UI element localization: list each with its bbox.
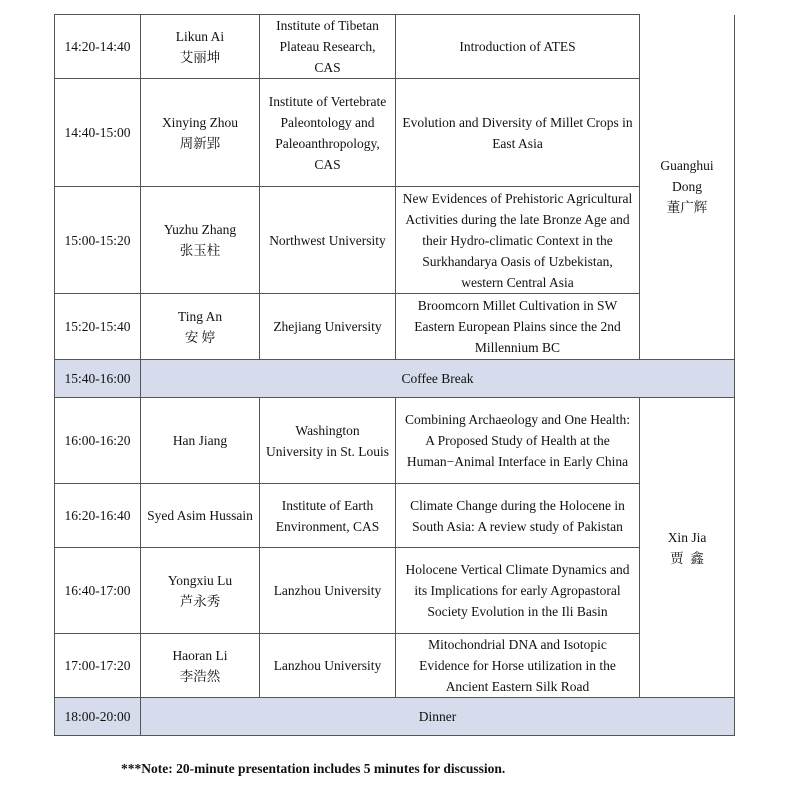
affiliation-cell: Institute of Vertebrate Paleontology and Paleoanthropology, CAS xyxy=(260,79,396,187)
schedule-table xyxy=(54,14,735,736)
speaker-cell xyxy=(141,634,260,698)
speaker-name-zh: 李浩然 xyxy=(179,668,221,684)
break-row xyxy=(55,360,735,398)
speaker-name-zh: 芦永秀 xyxy=(179,593,221,609)
chair-cell xyxy=(640,398,735,698)
table-row xyxy=(55,548,735,634)
break-row xyxy=(55,698,735,736)
chair-name-en: Guanghui Dong xyxy=(660,158,714,195)
time-cell: 14:20-14:40 xyxy=(55,15,141,79)
time-cell: 15:20-15:40 xyxy=(55,294,141,360)
title-cell: Combining Archaeology and One Health: A Proposed Study of Health at the Human−Animal Interface in Early China xyxy=(396,398,640,484)
time-cell: 16:00-16:20 xyxy=(55,398,141,484)
table-row xyxy=(55,634,735,698)
chair-cell xyxy=(640,15,735,360)
title-cell: Mitochondrial DNA and Isotopic Evidence for Horse utilization in the Ancient Eastern Silk Road xyxy=(396,634,640,698)
break-label: Dinner xyxy=(141,698,735,736)
speaker-name-en: Yuzhu Zhang xyxy=(163,222,237,237)
speaker-name-en: Yongxiu Lu xyxy=(167,572,233,588)
time-cell: 16:40-17:00 xyxy=(55,548,141,634)
speaker-cell xyxy=(141,187,260,294)
affiliation-cell: Washington University in St. Louis xyxy=(260,398,396,484)
title-cell: Climate Change during the Holocene in South Asia: A review study of Pakistan xyxy=(396,484,640,548)
time-cell: 18:00-20:00 xyxy=(55,698,141,736)
title-cell: Evolution and Diversity of Millet Crops in East Asia xyxy=(396,79,640,187)
speaker-name-zh: 艾丽坤 xyxy=(179,49,221,65)
time-cell: 14:40-15:00 xyxy=(55,79,141,187)
footnote: ***Note: 20-minute presentation includes 5 minutes for discussion. xyxy=(121,761,506,776)
speaker-name-en: Ting An xyxy=(177,308,223,324)
title-cell: Holocene Vertical Climate Dynamics and its Implications for early Agropastoral Society Evolution in the Ili Basin xyxy=(396,548,640,634)
chair-name-zh: 董广辉 xyxy=(666,200,708,216)
table-row xyxy=(55,484,735,548)
time-cell: 15:40-16:00 xyxy=(55,360,141,398)
table-row xyxy=(55,398,735,484)
speaker-name-en: Haoran Li xyxy=(172,647,228,663)
time-cell: 15:00-15:20 xyxy=(55,187,141,294)
break-label: Coffee Break xyxy=(141,360,735,398)
affiliation-cell: Institute of Tibetan Plateau Research, CAS xyxy=(260,15,396,79)
affiliation-cell: Lanzhou University xyxy=(260,548,396,634)
speaker-name-en: Syed Asim Hussain xyxy=(147,508,253,523)
time-cell: 16:20-16:40 xyxy=(55,484,141,548)
table-row xyxy=(55,15,735,79)
speaker-cell xyxy=(141,294,260,360)
speaker-name-zh: 张玉柱 xyxy=(179,243,221,258)
table-row xyxy=(55,294,735,360)
chair-name-zh: 贾 鑫 xyxy=(670,550,704,566)
speaker-name-zh: 安 婷 xyxy=(184,329,216,345)
speaker-cell xyxy=(141,548,260,634)
table-row xyxy=(55,187,735,294)
speaker-cell xyxy=(141,79,260,187)
speaker-cell xyxy=(141,15,260,79)
table-row xyxy=(55,79,735,187)
chair-name-en: Xin Jia xyxy=(667,529,707,545)
affiliation-cell: Lanzhou University xyxy=(260,634,396,698)
speaker-name-zh: 周新郢 xyxy=(179,135,221,151)
speaker-name-en: Han Jiang xyxy=(172,433,228,448)
title-cell: Introduction of ATES xyxy=(396,15,640,79)
title-cell: New Evidences of Prehistoric Agricultural Activities during the late Bronze Age and their Hydro-climatic Context in the Surkhandarya Oasis of Uzbekistan, western Central Asia xyxy=(396,187,640,294)
speaker-name-en: Xinying Zhou xyxy=(161,114,239,130)
speaker-cell xyxy=(141,484,260,548)
speaker-name-en: Likun Ai xyxy=(175,28,225,44)
speaker-cell xyxy=(141,398,260,484)
affiliation-cell: Zhejiang University xyxy=(260,294,396,360)
title-cell: Broomcorn Millet Cultivation in SW Eastern European Plains since the 2nd Millennium BC xyxy=(396,294,640,360)
affiliation-cell: Northwest University xyxy=(260,187,396,294)
time-cell: 17:00-17:20 xyxy=(55,634,141,698)
affiliation-cell: Institute of Earth Environment, CAS xyxy=(260,484,396,548)
